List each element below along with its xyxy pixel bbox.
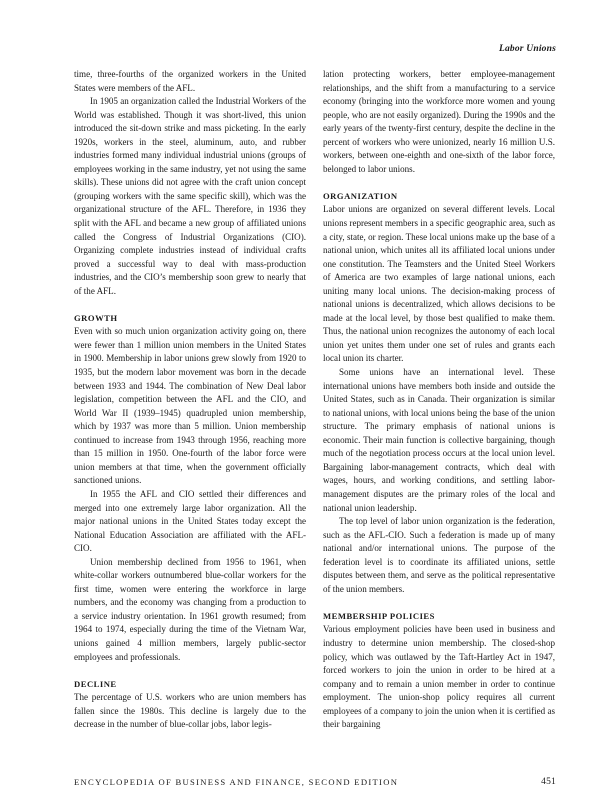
left-column xyxy=(74,68,306,732)
paragraph: time, three-fourths of the organized workers in the United States were members of the AFL. xyxy=(74,69,306,93)
section-heading-organization: ORGANIZATION xyxy=(323,190,398,201)
paragraph: In 1905 an organization called the Industrial Workers of the World was established. Though it was short-lived, this union introduced the sit-down strike and mass picketing. In the early 1920s, workers in the steel, aluminum, auto, and rubber industries formed many individual industrial unions (groups of employees working in the same industry, yet not using the same skills). These unions did not agree with the craft union concept (grouping workers with the same specific skill), which was the organizational structure of the AFL. Therefore, in 1936 they split with the AFL and became a new group of affiliated unions called the Congress of Industrial Organizations (CIO). Organizing complete industries instead of individual crafts proved a successful way to deal with mass-production industries, and the CIO’s membership soon grew to nearly that of the AFL. xyxy=(74,96,306,296)
page-number: 451 xyxy=(541,777,556,787)
paragraph: Labor unions are organized on several different levels. Local unions represent members in a specific geographic area, such as a city, state, or region. These local unions make up the base of a national union, which unites all its affiliated local unions under one constitution. The Teamsters and the United Steel Workers of America are two examples of large national unions, each uniting many local unions. The decision-making process of national unions is decentralized, which allows decisions to be made at the local level, by those best qualified to make them. Thus, the national union recognizes the autonomy of each local union yet unites them under one set of rules and grants each local union its charter. xyxy=(323,204,555,364)
paragraph: lation protecting workers, better employee-management relationships, and the shift from a manufacturing to a service economy (bringing into the workforce more women and young people, who are not easily organized). During the 1990s and the early years of the twenty-first century, despite the decline in the percent of workers who were unionized, nearly 16 million U.S. workers, between one-eighth and one-sixth of the labor force, belonged to labor unions. xyxy=(323,69,555,174)
publication-title: ENCYCLOPEDIA OF BUSINESS AND FINANCE, SECOND EDITION xyxy=(74,777,399,787)
paragraph: The percentage of U.S. workers who are union members has fallen since the 1980s. This decline is largely due to the decrease in the number of blue-collar jobs, labor legis- xyxy=(74,692,306,730)
right-column xyxy=(323,68,555,732)
paragraph: The top level of labor union organization is the federation, such as the AFL-CIO. Such a federation is made up of many national and/or international unions. The purpose of the federation level is to coordinate its affiliated unions, settle disputes between them, and serve as the political representative of the union members. xyxy=(323,516,555,594)
section-heading-membership-policies: MEMBERSHIP POLICIES xyxy=(323,610,435,621)
section-heading-decline: DECLINE xyxy=(74,678,117,689)
page-footer xyxy=(74,777,556,787)
paragraph: In 1955 the AFL and CIO settled their differences and merged into one extremely large labor organization. All the major national unions in the United States today except the National Education Association are affiliated with the AFL-CIO. xyxy=(74,488,306,554)
paragraph: Various employment policies have been used in business and industry to determine union membership. The closed-shop policy, which was outlawed by the Taft-Hartley Act in 1947, forced workers to join the union in order to be hired at a company and to remain a union member in order to continue employment. The union-shop policy requires all current employees of a company to join the union when it is certified as their bargaining xyxy=(323,624,555,730)
paragraph: Union membership declined from 1956 to 1961, when white-collar workers outnumbered blue-collar workers for the first time, women were entering the workforce in large numbers, and the economy was changing from a production to a service industry orientation. In 1961 growth resumed; from 1964 to 1974, especially during the time of the Vietnam War, unions gained 4 million members, largely public-sector employees and professionals. xyxy=(74,556,306,662)
section-heading-growth: GROWTH xyxy=(74,312,118,323)
running-title: Labor Unions xyxy=(498,44,556,54)
paragraph: Some unions have an international level. These international unions have members both inside and outside the United States, such as in Canada. Their organization is similar to national unions, with local unions being the base of the union structure. The primary emphasis of national unions is economic. Their main function is collective bargaining, though much of the negotiation process occurs at the local union level. Bargaining labor-management contracts, which deal with wages, hours, and working conditions, and settling labor-management disputes are the primary roles of the local and national union leadership. xyxy=(323,367,555,513)
paragraph: Even with so much union organization activity going on, there were fewer than 1 million union members in the United States in 1900. Membership in labor unions grew slowly from 1920 to 1935, but the modern labor movement was born in the decade between 1933 and 1944. The combination of New Deal labor legislation, competition between the AFL and the CIO, and World War II (1939–1945) quadrupled union membership, which by 1937 was more than 5 million. Union membership continued to increase from 1943 through 1956, reaching more than 15 million in 1950. One-fourth of the labor force were union members at that time, when the government officially sanctioned unions. xyxy=(74,326,306,486)
